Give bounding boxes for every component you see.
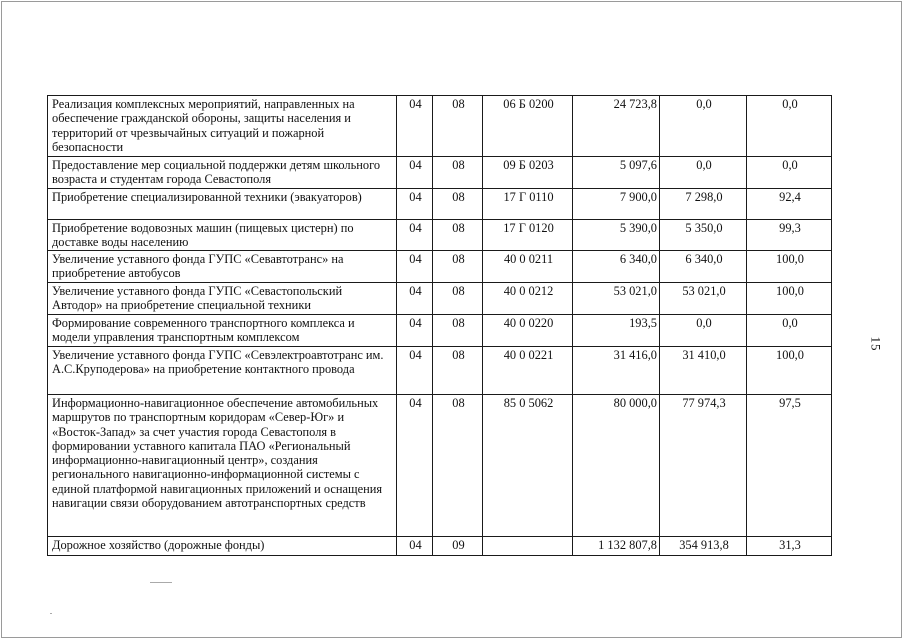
cell-subsection: 08 xyxy=(433,189,483,220)
cell-subsection: 09 xyxy=(433,537,483,556)
table-row xyxy=(48,347,832,395)
cell-fact: 354 913,8 xyxy=(660,537,747,556)
cell-section: 04 xyxy=(397,157,433,189)
cell-fact: 31 410,0 xyxy=(660,347,747,395)
cell-name: Приобретение водовозных машин (пищевых цистерн) по доставке воды населению xyxy=(48,220,397,251)
cell-percent: 0,0 xyxy=(747,157,832,189)
cell-subsection: 08 xyxy=(433,395,483,537)
cell-percent: 97,5 xyxy=(747,395,832,537)
cell-percent: 0,0 xyxy=(747,315,832,347)
table-row xyxy=(48,96,832,157)
cell-target-code: 40 0 0212 xyxy=(483,283,573,315)
cell-section: 04 xyxy=(397,395,433,537)
table-row xyxy=(48,315,832,347)
cell-subsection: 08 xyxy=(433,157,483,189)
budget-table xyxy=(47,95,832,556)
cell-name: Формирование современного транспортного комплекса и модели управления транспортным комплексом xyxy=(48,315,397,347)
cell-plan: 5 097,6 xyxy=(573,157,660,189)
cell-fact: 53 021,0 xyxy=(660,283,747,315)
cell-name: Реализация комплексных мероприятий, направленных на обеспечение гражданской обороны, защиты населения и территорий от чрезвычайных ситуаций и пожарной безопасности xyxy=(48,96,397,157)
cell-target-code: 17 Г 0120 xyxy=(483,220,573,251)
table-row xyxy=(48,220,832,251)
cell-section: 04 xyxy=(397,347,433,395)
scan-speck xyxy=(50,613,52,614)
cell-subsection: 08 xyxy=(433,96,483,157)
cell-fact: 6 340,0 xyxy=(660,251,747,283)
cell-target-code: 40 0 0220 xyxy=(483,315,573,347)
cell-name: Дорожное хозяйство (дорожные фонды) xyxy=(48,537,397,556)
cell-section: 04 xyxy=(397,220,433,251)
cell-target-code: 40 0 0211 xyxy=(483,251,573,283)
cell-fact: 77 974,3 xyxy=(660,395,747,537)
cell-name: Приобретение специализированной техники (эвакуаторов) xyxy=(48,189,397,220)
scan-speck xyxy=(150,582,172,583)
table-row xyxy=(48,537,832,556)
cell-subsection: 08 xyxy=(433,315,483,347)
cell-subsection: 08 xyxy=(433,251,483,283)
table-body xyxy=(48,96,832,556)
cell-section: 04 xyxy=(397,537,433,556)
cell-target-code: 06 Б 0200 xyxy=(483,96,573,157)
cell-section: 04 xyxy=(397,96,433,157)
cell-target-code: 85 0 5062 xyxy=(483,395,573,537)
cell-plan: 24 723,8 xyxy=(573,96,660,157)
cell-plan: 31 416,0 xyxy=(573,347,660,395)
cell-percent: 0,0 xyxy=(747,96,832,157)
cell-name: Информационно-навигационное обеспечение автомобильных маршрутов по транспортным коридорам «Север-Юг» и «Восток-Запад» за счет участия города Севастополя в формировании уставного капитала ПАО «Региональный информационно-навигационный центр», создания регионального навигационно-информационной системы с единой платформой навигационных приложений и оснащения навигации связи оборудованием автотранспортных средств xyxy=(48,395,397,537)
cell-section: 04 xyxy=(397,189,433,220)
cell-subsection: 08 xyxy=(433,347,483,395)
cell-fact: 7 298,0 xyxy=(660,189,747,220)
cell-target-code: 40 0 0221 xyxy=(483,347,573,395)
cell-target-code xyxy=(483,537,573,556)
cell-name: Увеличение уставного фонда ГУПС «Севэлектроавтотранс им. А.С.Круподерова» на приобретение контактного провода xyxy=(48,347,397,395)
table-row xyxy=(48,157,832,189)
cell-section: 04 xyxy=(397,251,433,283)
cell-plan: 80 000,0 xyxy=(573,395,660,537)
cell-fact: 0,0 xyxy=(660,96,747,157)
page-number: 15 xyxy=(868,336,884,352)
cell-plan: 53 021,0 xyxy=(573,283,660,315)
cell-percent: 100,0 xyxy=(747,251,832,283)
cell-percent: 100,0 xyxy=(747,347,832,395)
table-row xyxy=(48,189,832,220)
cell-fact: 0,0 xyxy=(660,157,747,189)
table-row xyxy=(48,395,832,537)
cell-target-code: 17 Г 0110 xyxy=(483,189,573,220)
cell-plan: 1 132 807,8 xyxy=(573,537,660,556)
cell-percent: 99,3 xyxy=(747,220,832,251)
cell-percent: 92,4 xyxy=(747,189,832,220)
cell-plan: 6 340,0 xyxy=(573,251,660,283)
cell-name: Увеличение уставного фонда ГУПС «Севастопольский Автодор» на приобретение специальной техники xyxy=(48,283,397,315)
cell-target-code: 09 Б 0203 xyxy=(483,157,573,189)
cell-fact: 0,0 xyxy=(660,315,747,347)
cell-fact: 5 350,0 xyxy=(660,220,747,251)
cell-subsection: 08 xyxy=(433,283,483,315)
cell-name: Увеличение уставного фонда ГУПС «Севавтотранс» на приобретение автобусов xyxy=(48,251,397,283)
cell-name: Предоставление мер социальной поддержки детям школьного возраста и студентам города Севастополя xyxy=(48,157,397,189)
cell-percent: 100,0 xyxy=(747,283,832,315)
table-row xyxy=(48,251,832,283)
cell-percent: 31,3 xyxy=(747,537,832,556)
cell-section: 04 xyxy=(397,283,433,315)
cell-plan: 193,5 xyxy=(573,315,660,347)
cell-section: 04 xyxy=(397,315,433,347)
table-row xyxy=(48,283,832,315)
cell-plan: 5 390,0 xyxy=(573,220,660,251)
cell-plan: 7 900,0 xyxy=(573,189,660,220)
cell-subsection: 08 xyxy=(433,220,483,251)
